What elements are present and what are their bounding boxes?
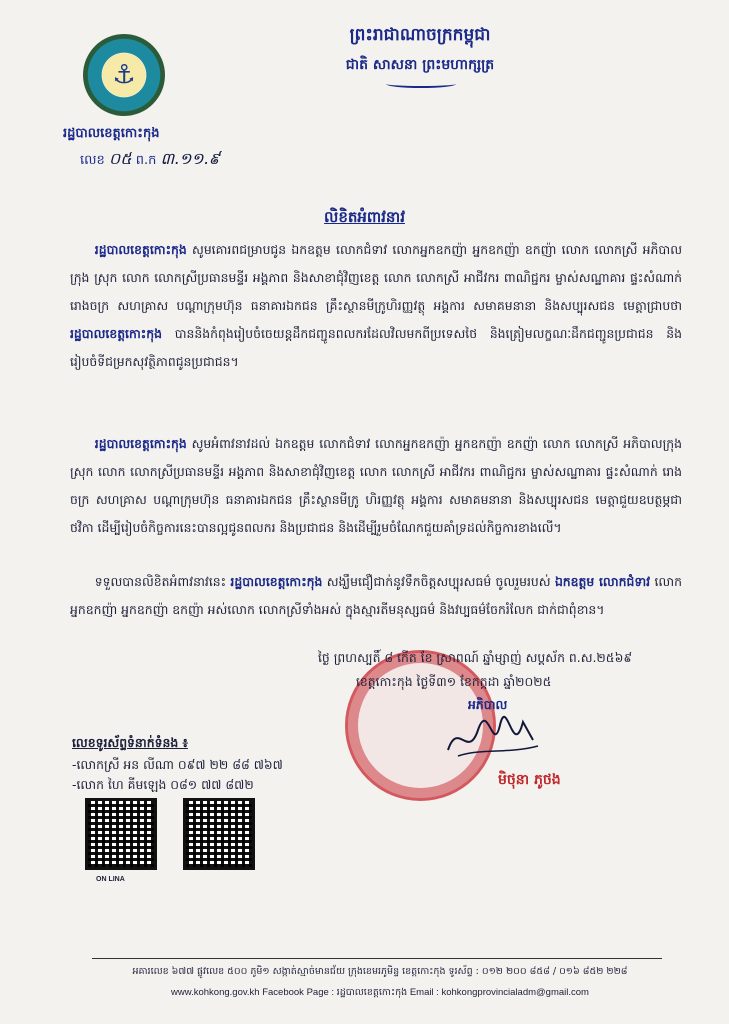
qr-code xyxy=(183,798,255,870)
handwritten-signature xyxy=(438,710,548,765)
p1-end: បាននិងកំពុងរៀបចំចេយន្តដឹកជញ្ជូនពលករដែលវិលមកពីប្រទេសថៃ និងត្រៀមលក្ខណៈដឹកជញ្ជូនប្រជាជន និងរៀបចំទីជម្រកសុវត្ថិភាពជូនប្រជាជន។ xyxy=(70,326,682,369)
document-title: លិខិតអំពាវនាវ xyxy=(324,208,405,226)
footer-web: www.kohkong.gov.kh Facebook Page : រដ្ឋបាលខេត្តកោះកុង Email : kohkongprovincialadm@gmail.com xyxy=(171,987,589,998)
p3-bold: ឯកឧត្តម លោកជំទាវ xyxy=(554,574,651,589)
ref-date: ៣.១១.៩ xyxy=(160,149,220,168)
kingdom-header: ព្រះរាជាណាចក្រកម្ពុជា xyxy=(349,25,491,45)
lunar-date: ថ្ងៃ ព្រហស្បតិ៍ ៨ កើត ខែ ស្រាពណ៍ ឆ្នាំម្សាញ់ សប្តស័ក ព.ស.២៥៦៩ xyxy=(318,650,633,665)
p1-mid: រដ្ឋបាលខេត្តកោះកុង xyxy=(70,326,162,341)
p3-text: សង្ឃឹមជឿជាក់នូវទឹកចិត្តសប្បុរសធម៌ ចូលរួមរបស់ xyxy=(322,574,555,589)
p2-text: សូមអំពាវនាវដល់ ឯកឧត្តម លោកជំទាវ លោកអ្នកឧកញ៉ា អ្នកឧកញ៉ា ឧកញ៉ា លោក លោកស្រី អភិបាលក្រុង ស្រុក លោក លោកស្រីប្រធានមន្ទីរ អង្គភាព និងសាខាជុំវិញខេត្ត លោក លោកស្រី អាជីវករ ពាណិជ្ជករ ម្ចាស់សណ្ឋាគារ ផ្ទះសំណាក់ រោងចក្រ សហគ្រាស បណ្តាក្រុមហ៊ុន ធនាគារឯកជន គ្រឹះស្ថានមីក្រូ ហិរញ្ញវត្ថុ អង្គការ សមាគមនានា និងសប្បុរសជន មេត្តាជួយឧបត្ថម្ភជាថវិកា ដើម្បីរៀបចំកិច្ចការនេះបានល្អជូនពលករ និងប្រជាជន និងដើម្បីរួមចំណែកជួយគាំទ្រដល់កិច្ចការខាងលើ។ xyxy=(70,436,682,535)
contact-item: -លោក ហៃ គីមឡេង ០៨១ ៧៧ ៨៧២ xyxy=(72,777,254,792)
ref-suffix: ព.ក xyxy=(135,153,157,168)
national-motto: ជាតិ សាសនា ព្រះមហាក្សត្រ xyxy=(345,57,495,73)
footer-divider xyxy=(92,958,662,959)
signatory-title: អភិបាល xyxy=(468,697,508,712)
p1-lead: រដ្ឋបាលខេត្តកោះកុង xyxy=(94,242,187,257)
contact-item: -លោកស្រី អន លីណា ០៩៧ ២២ ៨៨ ៧៦៧ xyxy=(72,757,283,772)
p3-start: ទទួលបានលិខិតអំពាវនាវនេះ xyxy=(94,574,231,589)
ref-number: ០៥ xyxy=(108,149,132,168)
solar-date: ខេត្តកោះកុង ថ្ងៃទី៣១ ខែកក្កដា ឆ្នាំ២០២៥ xyxy=(356,674,552,689)
footer-address: អគារលេខ ៦៧៧ ផ្លូវលេខ ៥០០ ភូមិ១ សង្កាត់ស្មាច់មានជ័យ ក្រុងខេមរភូមិន្ទ ខេត្តកោះកុង ទូរស័ព្ទ : ០១២ ២០០ ៨៥៨ / ០១៦ ៨៥២ ២២៨ xyxy=(132,966,628,977)
p3-lead: រដ្ឋបាលខេត្តកោះកុង xyxy=(230,574,323,589)
motto-ornament xyxy=(386,80,456,88)
p2-lead: រដ្ឋបាលខេត្តកោះកុង xyxy=(94,436,187,451)
p1-text: សូមគោរពជម្រាបជូន ឯកឧត្តម លោកជំទាវ លោកអ្នកឧកញ៉ា អ្នកឧកញ៉ា ឧកញ៉ា លោក លោកស្រី អភិបាលក្រុង ស្រុក លោក លោកស្រីប្រធានមន្ទីរ អង្គភាព និងសាខាជុំវិញខេត្ត លោក លោកស្រី អាជីវករ ពាណិជ្ជករ ម្ចាស់សណ្ឋាគារ ផ្ទះសំណាក់ រោងចក្រ សហគ្រាស បណ្តាក្រុមហ៊ុន ធនាគារឯកជន គ្រឹះស្ថានមីក្រូហិរញ្ញវត្ថុ អង្គការ សមាគមនានា និងសប្បុរសជន មេត្តាជ្រាបថា xyxy=(70,242,682,313)
paragraph-2 xyxy=(70,430,682,542)
provincial-seal-logo xyxy=(83,34,165,116)
org-name: រដ្ឋបាលខេត្តកោះកុង xyxy=(63,126,160,141)
qr-caption: ON LINA xyxy=(96,876,125,883)
contact-title: លេខទូរស័ព្ទទំនាក់ទំនង ៖ xyxy=(72,735,188,750)
qr-code xyxy=(85,798,157,870)
signatory-name: មិថុនា ភូថង xyxy=(498,772,561,788)
paragraph-3 xyxy=(70,568,682,624)
reference-line xyxy=(80,148,220,172)
p3-end: លោកអ្នកឧកញ៉ា អ្នកឧកញ៉ា ឧកញ៉ា អស់លោក លោកស្រីទាំងអស់ ក្នុងស្មារតីមនុស្សធម៌ និងវប្បធម៌ចែករំលែក ជាក់ជាពុំខាន។ xyxy=(70,574,682,617)
paragraph-1 xyxy=(70,236,682,376)
anchor-icon: ⚓ xyxy=(102,53,146,97)
ref-label: លេខ xyxy=(80,153,105,168)
